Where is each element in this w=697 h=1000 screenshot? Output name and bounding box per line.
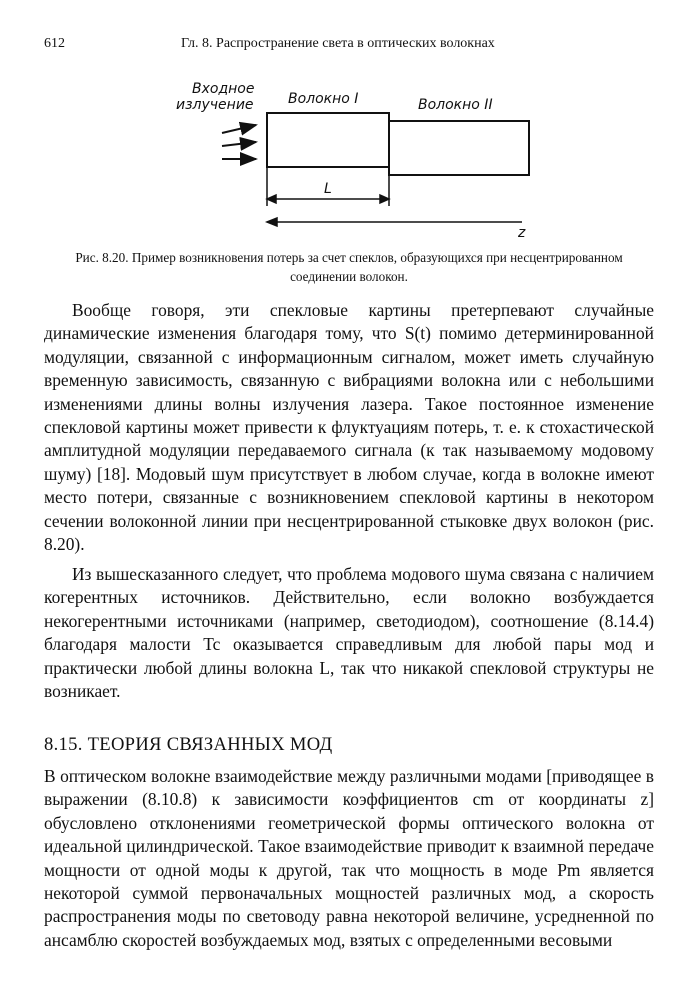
figure-fiber-splice <box>0 0 697 250</box>
figure-caption-text: Рис. 8.20. Пример возникновения потерь за счет спеклов, образующихся при несцентрированном соединении волокон. <box>75 250 623 284</box>
paragraph-1 <box>44 299 654 556</box>
running-title: Гл. 8. Распространение света в оптических волокнах <box>181 36 495 51</box>
fiber1-label: Волокно I <box>288 91 359 107</box>
section-heading: 8.15. ТЕОРИЯ СВЯЗАННЫХ МОД <box>44 734 333 755</box>
input-label-line1: Входное <box>192 81 255 97</box>
paragraph-2-text: Из вышесказанного следует, что проблема модового шума связана с наличием когерентных источников. Действительно, если волокно возбуждается некогерентными источниками (например, светодиодом), соотношение (8.14.4) благодаря малости Tc оказывается справедливым для любой пары мод и практически любой длины волокна L, так что никакой спекловой структуры не возникает. <box>44 564 654 702</box>
section-paragraph <box>44 765 654 952</box>
input-arrows <box>222 125 256 159</box>
fiber2-label: Волокно II <box>418 97 493 113</box>
fiber2-rect <box>389 121 529 175</box>
axis-label-z: z <box>518 225 526 241</box>
section-paragraph-text: В оптическом волокне взаимодействие между различными модами [приводящее в выражении (8.10.8) к зависимости коэффициентов cm от координаты z] обусловлено отклонениями геометрической формы оптического волокна от идеальной цилиндрической. Такое взаимодействие приводит к взаимной передаче мощности от одной моды к другой, так что мощность в моде Pm является некоторой суммой первоначальных мощностей различных мод, а скорость распространения моды по световоду равна некоторой величине, усредненной по ансамблю скоростей возбуждаемых мод, взятых с определенными весовыми <box>44 766 654 950</box>
paragraph-1-text: Вообще говоря, эти спекловые картины претерпевают случайные динамические изменения благодаря тому, что S(t) помимо детерминированной модуляции, связанной с информационным сигналом, может иметь случайную временную зависимость, связанную с вибрациями волокна или с небольшими изменениями длины волны излучения лазера. Такое постоянное изменение спекловой картины может привести к флуктуациям потерь, т. е. к стохастической амплитудной модуляции передаваемого сигнала (к так называемому модовому шуму) [18]. Модовый шум присутствует в любом случае, когда в волокне имеют место потери, связанные с возникновением спекловой картины в некотором сечении волоконной линии при несцентрированной стыковке двух волокон (рис. 8.20). <box>44 300 654 555</box>
page-number: 612 <box>44 36 65 51</box>
input-label-line2: излучение <box>176 97 254 113</box>
figure-caption <box>44 248 654 286</box>
z-axis <box>267 218 522 226</box>
length-label: L <box>324 181 332 197</box>
fiber1-rect <box>267 113 389 167</box>
paragraph-2 <box>44 563 654 703</box>
